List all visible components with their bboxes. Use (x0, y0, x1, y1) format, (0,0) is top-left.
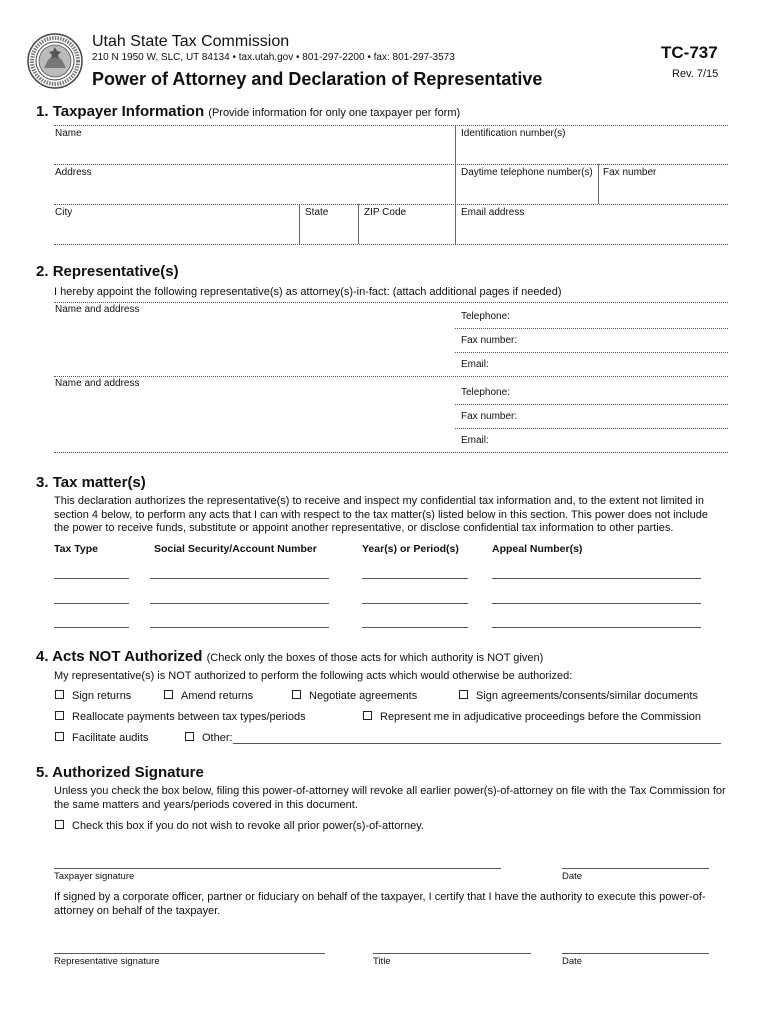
rep1-email-label: Email: (461, 359, 489, 370)
rep1-fax-label: Fax number: (461, 335, 518, 346)
section4-intro: My representative(s) is NOT authorized to perform the following acts which would otherwise be authorized: (54, 670, 573, 682)
section4-number: 4. (36, 648, 49, 665)
state-label: State (305, 207, 329, 218)
years-periods-entry-2[interactable] (362, 603, 468, 604)
fax-number-field[interactable] (599, 164, 728, 204)
sign-agreements-label: Sign agreements/consents/similar documents (476, 690, 698, 702)
column-tax-type: Tax Type (54, 543, 98, 555)
no-revoke-option[interactable] (55, 820, 424, 832)
section3-heading (36, 474, 146, 491)
rep2-email-field[interactable] (455, 429, 728, 451)
account-number-entry-3[interactable] (150, 627, 329, 628)
facilitate-audits-label: Facilitate audits (72, 732, 149, 744)
city-field[interactable] (54, 204, 298, 244)
section2-heading (36, 263, 179, 280)
section1-number: 1. (36, 103, 49, 120)
rep1-name-address-label: Name and address (55, 304, 140, 315)
sign-returns-label: Sign returns (72, 690, 132, 702)
represent-me-checkbox[interactable] (363, 711, 372, 720)
email-address-field[interactable] (456, 204, 728, 244)
identification-number-field[interactable] (456, 125, 728, 164)
amend-returns-option[interactable] (164, 690, 253, 702)
representative-date-line[interactable] (562, 953, 709, 954)
taxpayer-signature-label: Taxpayer signature (54, 871, 135, 882)
reallocate-payments-label: Reallocate payments between tax types/periods (72, 711, 306, 723)
rep2-telephone-label: Telephone: (461, 387, 510, 398)
negotiate-agreements-checkbox[interactable] (292, 690, 301, 699)
other-option[interactable] (185, 732, 233, 744)
rep1-email-field[interactable] (455, 353, 728, 375)
section4-note: (Check only the boxes of those acts for which authority is NOT given) (206, 652, 544, 664)
rep1-fax-field[interactable] (455, 329, 728, 351)
other-label: Other: (202, 732, 233, 744)
section5-number: 5. (36, 764, 49, 781)
taxpayer-name-field[interactable] (54, 125, 454, 164)
agency-address: 210 N 1950 W, SLC, UT 84134 • tax.utah.gov • 801-297-2200 • fax: 801-297-3573 (92, 52, 455, 63)
other-checkbox[interactable] (185, 732, 194, 741)
utah-state-seal-icon (26, 32, 84, 90)
sign-returns-option[interactable] (55, 690, 131, 702)
zip-code-field[interactable] (359, 204, 454, 244)
appeal-number-entry-3[interactable] (492, 627, 701, 628)
account-number-entry-2[interactable] (150, 603, 329, 604)
section5-title: Authorized Signature (52, 764, 204, 781)
address-label: Address (55, 167, 92, 178)
reallocate-payments-option[interactable] (55, 711, 306, 723)
city-label: City (55, 207, 73, 218)
column-appeal-numbers: Appeal Number(s) (492, 543, 583, 555)
section1-row3-rule (54, 244, 728, 245)
section2-title: Representative(s) (52, 263, 179, 280)
section1-note: (Provide information for only one taxpayer per form) (208, 107, 461, 119)
representative-signature-label: Representative signature (54, 956, 160, 967)
rep2-email-label: Email: (461, 435, 489, 446)
section5-heading (36, 764, 204, 781)
appeal-number-entry-1[interactable] (492, 578, 701, 579)
taxpayer-date-label: Date (562, 871, 583, 882)
tax-type-entry-3[interactable] (54, 627, 129, 628)
representative-signature-line[interactable] (54, 953, 325, 954)
fax-number-label: Fax number (603, 167, 657, 178)
rep2-fax-field[interactable] (455, 405, 728, 427)
section5-body: Unless you check the box below, filing this power-of-attorney will revoke all earlier power(s)-of-attorney on file with the Tax Commission for the same matters and years/periods covered in this document. (54, 785, 726, 811)
years-periods-entry-3[interactable] (362, 627, 468, 628)
reallocate-payments-checkbox[interactable] (55, 711, 64, 720)
form-title: Power of Attorney and Declaration of Representative (92, 69, 543, 89)
representative-title-label: Title (373, 956, 391, 967)
rep1-name-address-field[interactable] (54, 302, 452, 376)
section1-title: Taxpayer Information (52, 103, 205, 120)
rep1-telephone-label: Telephone: (461, 311, 510, 322)
sign-returns-checkbox[interactable] (55, 690, 64, 699)
identification-number-label: Identification number(s) (461, 128, 566, 139)
address-field[interactable] (54, 164, 454, 204)
section2-intro: I hereby appoint the following representative(s) as attorney(s)-in-fact: (attach additional pages if needed) (54, 286, 562, 298)
rep2-name-address-label: Name and address (55, 378, 140, 389)
agency-name: Utah State Tax Commission (92, 33, 290, 50)
column-account-number: Social Security/Account Number (154, 543, 317, 555)
rep2-telephone-field[interactable] (455, 381, 728, 403)
section1-heading (36, 103, 460, 120)
zip-code-label: ZIP Code (364, 207, 407, 218)
taxpayer-signature-line[interactable] (54, 868, 501, 869)
section2-number: 2. (36, 263, 49, 280)
tax-type-entry-2[interactable] (54, 603, 129, 604)
negotiate-agreements-label: Negotiate agreements (309, 690, 418, 702)
name-label: Name (55, 128, 82, 139)
column-years-periods: Year(s) or Period(s) (362, 543, 459, 555)
section4-title: Acts NOT Authorized (52, 648, 203, 665)
represent-me-option[interactable] (363, 711, 701, 723)
represent-me-label: Represent me in adjudicative proceedings before the Commission (380, 711, 702, 723)
rep2-fax-label: Fax number: (461, 411, 518, 422)
no-revoke-label: Check this box if you do not wish to revoke all prior power(s)-of-attorney. (72, 820, 424, 832)
taxpayer-date-line[interactable] (562, 868, 709, 869)
form-revision: Rev. 7/15 (672, 68, 719, 80)
state-field[interactable] (300, 204, 357, 244)
facilitate-audits-option[interactable] (55, 732, 148, 744)
daytime-telephone-label: Daytime telephone number(s) (461, 167, 593, 178)
amend-returns-label: Amend returns (181, 690, 254, 702)
negotiate-agreements-option[interactable] (292, 690, 417, 702)
section3-body: This declaration authorizes the representative(s) to receive and inspect my confidential tax information and, to the extent not limited in section 4 below, to perform any acts that I can with respect to the tax matter(s) listed below in this section. This power does not include the power to receive funds, substitute or appoint another representative, or disclose confidential tax information to other parties. (54, 495, 709, 534)
years-periods-entry-1[interactable] (362, 578, 468, 579)
other-text-line[interactable] (233, 743, 721, 744)
sign-agreements-option[interactable] (459, 690, 698, 702)
section2-bottom-rule (54, 452, 728, 453)
amend-returns-checkbox[interactable] (164, 690, 173, 699)
appeal-number-entry-2[interactable] (492, 603, 701, 604)
daytime-telephone-field[interactable] (456, 164, 597, 204)
tax-type-entry-1[interactable] (54, 578, 129, 579)
representative-title-line[interactable] (373, 953, 531, 954)
facilitate-audits-checkbox[interactable] (55, 732, 64, 741)
email-address-label: Email address (461, 207, 525, 218)
section4-heading (36, 648, 543, 665)
no-revoke-checkbox[interactable] (55, 820, 64, 829)
rep2-name-address-field[interactable] (54, 376, 452, 452)
certify-text: If signed by a corporate officer, partner or fiduciary on behalf of the taxpayer, I certify that I have the authority to execute this power-of-attorney on behalf of the taxpayer. (54, 891, 706, 917)
rep1-telephone-field[interactable] (455, 305, 728, 327)
representative-date-label: Date (562, 956, 583, 967)
form-number: TC-737 (661, 43, 718, 62)
account-number-entry-1[interactable] (150, 578, 329, 579)
section3-title: Tax matter(s) (52, 474, 146, 491)
section3-number: 3. (36, 474, 49, 491)
sign-agreements-checkbox[interactable] (459, 690, 468, 699)
